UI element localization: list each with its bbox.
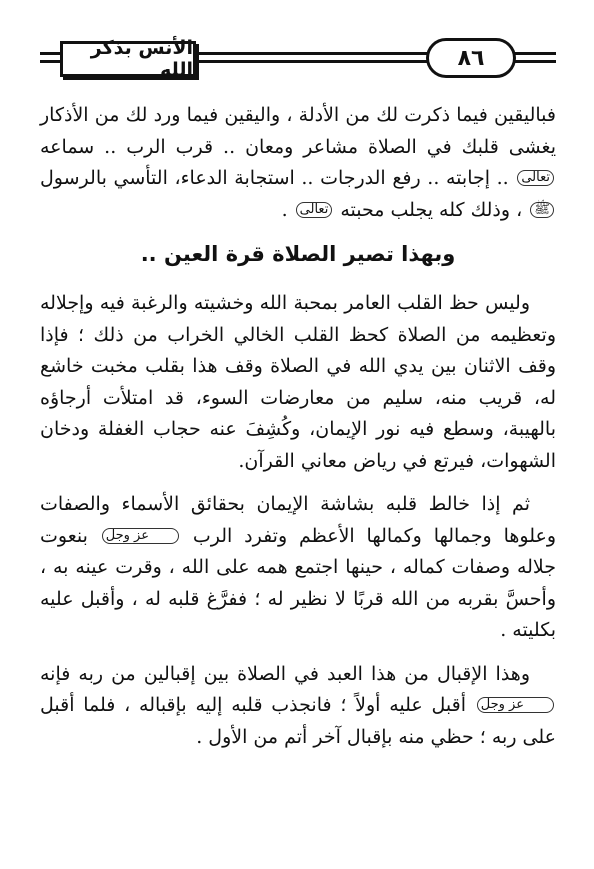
paragraph-3 — [40, 489, 556, 647]
page-body — [40, 100, 556, 765]
p4-text-b: أقبل عليه أولاً ؛ فانجذب قلبه إليه بإقباله ، فلما أقبل على ربه ؛ حظي منه بإقبال آخر أتم من الأول . — [40, 694, 556, 748]
intro-text-c: ، وذلك كله يجلب محبته — [340, 198, 523, 221]
section-heading: وبهذا تصير الصلاة قرة العين .. — [140, 242, 456, 266]
honorific-glory-2: تعالى — [296, 202, 333, 218]
intro-text-a: فباليقين فيما ذكرت لك من الأدلة ، واليقين فيما ورد لك من الأذكار يغشى قلبك في الصلاة مشاعر ومعان .. قرب الرب .. سماعه — [40, 104, 556, 158]
p3-text-a: ثم إذا خالط قلبه بشاشة الإيمان بحقائق الأسماء والصفات وعلوها وجمالها وكمالها الأعظم وتفرد الرب — [40, 493, 557, 547]
paragraph-4 — [40, 659, 556, 754]
honorific-glory: تعالى — [517, 170, 554, 186]
intro-text-end: . — [281, 198, 288, 221]
intro-text-b: .. إجابته .. رفع الدرجات .. استجابة الدعاء، التأسي بالرسول — [40, 167, 509, 189]
page-number: ٨٦ — [426, 38, 516, 78]
page-header — [40, 37, 556, 81]
book-title: الأنس بذكر الله — [60, 41, 196, 77]
paragraph-intro — [40, 100, 556, 226]
honorific-mighty-2: عز وجل — [477, 697, 554, 713]
honorific-pbuh: ﷺ — [530, 202, 554, 218]
p3-text-b: بنعوت جلاله وصفات كماله ، حينها اجتمع همه على الله ، وقرت عينه به ، وأحسَّ بقربه من الله قربًا لا نظير له ؛ ففرَّغ قلبه له ، وأقبل عليه بكليته . — [40, 524, 556, 641]
honorific-mighty: عز وجل — [102, 528, 179, 544]
p4-text-a: وهذا الإقبال من هذا العبد في الصلاة بين إقبالين من ربه فإنه — [40, 662, 530, 685]
paragraph-2: وليس حظ القلب العامر بمحبة الله وخشيته والرغبة فيه وإجلاله وتعظيمه من الصلاة كحظ القلب الخالي الخراب من ذلك ؛ فإذا وقف الاثنان بين يدي الله في الصلاة وقف هذا بقلب مخبت خاشع له، قريب منه، سليم من معارضات السوء، قد امتلأت أرجاؤه بالهيبة، وسطع فيه نور الإيمان، وكُشِفَ عنه حجاب الغفلة ودخان الشهوات، فيرتع في رياض معاني القرآن. — [40, 292, 557, 472]
